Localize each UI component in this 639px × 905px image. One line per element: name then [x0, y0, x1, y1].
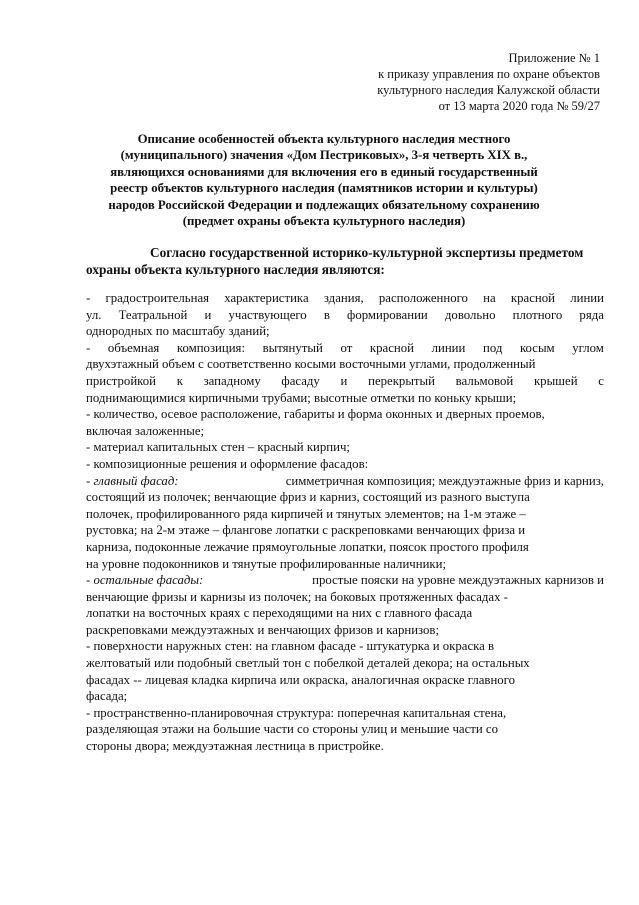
title-line: народов Российской Федерации и подлежащих обязательному сохранению	[108, 197, 540, 212]
body-line: - количество, осевое расположение, габариты и форма оконных и дверных проемов,	[86, 407, 545, 422]
body-line: стороны двора; междуэтажная лестница в пристройке.	[86, 739, 384, 754]
body-text: симметричная композиция; междуэтажные фриз и карниз,	[285, 473, 604, 488]
word: расположенного	[378, 291, 468, 305]
justified-line	[86, 373, 604, 390]
body-line: лопатки на восточных краях с переходящими на них с главного фасада	[86, 606, 473, 621]
word: косым	[519, 340, 555, 355]
italic-label: - остальные фасады:	[86, 573, 204, 588]
word: здания,	[323, 291, 364, 305]
body-text: простые пояски на уровне междуэтажных карнизов и	[312, 573, 604, 588]
word: и	[204, 307, 212, 322]
word: композиция:	[176, 340, 245, 355]
title-line: реестр объектов культурного наследия (памятников истории и культуры)	[110, 181, 538, 196]
word: и	[340, 373, 348, 388]
facade-other-line	[86, 572, 604, 589]
word: формировании	[347, 307, 428, 322]
body-line: полочек, профилированного ряда кирпичей и тянутых элементов; на 1-м этаже –	[86, 506, 526, 521]
facade-main-line	[86, 473, 604, 490]
word: ул.	[86, 307, 102, 322]
word: под	[482, 340, 503, 355]
body-line: на уровне подоконников и тянутые профилированные наличники;	[86, 556, 447, 571]
word: участвующего	[228, 307, 307, 322]
appendix-line: Приложение № 1	[508, 51, 600, 65]
word: плотного	[512, 307, 563, 322]
word: на	[483, 291, 496, 305]
body-line: - композиционные решения и оформление фасадов:	[86, 456, 369, 471]
body-line: двухэтажный объем с соответственно косыми восточными углами, продолженный	[86, 357, 536, 372]
intro-paragraph	[86, 244, 606, 278]
word: в	[323, 307, 330, 322]
word: Театральной	[118, 307, 188, 322]
word: фасаду	[281, 373, 320, 388]
word: с	[598, 373, 604, 388]
body-line: поднимающимися кирпичными трубами; высотные отметки по коньку крыши;	[86, 390, 517, 405]
body-line: раскреповками междуэтажных и венчающих фризов и карнизов;	[86, 622, 440, 637]
intro-line: Согласно государственной историко-культурной экспертизы предметом	[150, 245, 584, 260]
word: вальмовой	[455, 373, 514, 388]
body-line: фасада;	[86, 689, 128, 704]
body-line: рустовка; на 2-м этаже – флангове лопатки с раскреповками венчающих фриза и	[86, 523, 526, 538]
appendix-line: от 13 марта 2020 года № 59/27	[438, 99, 600, 113]
word: к	[176, 373, 183, 388]
title-line: Описание особенностей объекта культурного наследия местного	[137, 132, 511, 146]
title-line: являющихся основаниями для включения его в единый государственный	[110, 164, 538, 179]
justified-line	[86, 340, 604, 357]
word: ряда	[579, 307, 604, 322]
justified-line	[86, 290, 604, 307]
word: пристройкой	[86, 373, 156, 388]
body-line: желтоватый или подобный светлый тон с побелкой деталей декора; на остальных	[86, 656, 530, 671]
document-body	[86, 290, 604, 755]
word: западному	[203, 373, 261, 388]
word: объемная	[107, 340, 160, 355]
word: довольно	[444, 307, 496, 322]
word: -	[86, 340, 91, 355]
body-line: - материал капитальных стен – красный кирпич;	[86, 440, 350, 455]
word: углом	[572, 340, 604, 355]
intro-line: охраны объекта культурного наследия являются:	[86, 262, 385, 277]
body-line: фасадах -- лицевая кладка кирпича или окраска, аналогичная окраске главного	[86, 672, 516, 687]
word: -	[86, 291, 91, 305]
body-line: включая заложенные;	[86, 423, 205, 438]
title-line: (предмет охраны объекта культурного наследия)	[182, 214, 466, 229]
body-line: однородных по масштабу зданий;	[86, 324, 270, 339]
word: красной	[510, 291, 555, 305]
body-line: разделяющая этажи на большие части со стороны улиц и меньшие части со	[86, 722, 499, 737]
appendix-header	[300, 50, 600, 114]
body-line: - поверхности наружных стен: на главном фасаде - штукатурка и окраска в	[86, 639, 495, 654]
appendix-line: культурного наследия Калужской области	[377, 83, 600, 97]
appendix-line: к приказу управления по охране объектов	[378, 67, 600, 81]
body-line: состоящий из полочек; венчающие фриз и карниз, состоящий из разного выступа	[86, 490, 530, 505]
word: градостроительная	[105, 291, 210, 305]
document-title	[88, 131, 560, 229]
italic-label: - главный фасад:	[86, 473, 179, 488]
word: линии	[431, 340, 466, 355]
word: крышей	[533, 373, 578, 388]
word: от	[340, 340, 353, 355]
body-line: - пространственно-планировочная структура: поперечная капитальная стена,	[86, 705, 507, 720]
word: перекрытый	[368, 373, 435, 388]
word: характеристика	[224, 291, 309, 305]
body-line: карниза, подоконные лежачие прямоугольные лопатки, поясок простого профиля	[86, 539, 529, 554]
word: линии	[570, 291, 604, 305]
title-line: (муниципального) значения «Дом Пестриковых», 3-я четверть XIX в.,	[120, 148, 528, 163]
justified-line	[86, 307, 604, 324]
word: красной	[369, 340, 414, 355]
word: вытянутый	[262, 340, 323, 355]
body-line: венчающие фризы и карнизы из полочек; на боковых протяженных фасадах -	[86, 589, 508, 604]
